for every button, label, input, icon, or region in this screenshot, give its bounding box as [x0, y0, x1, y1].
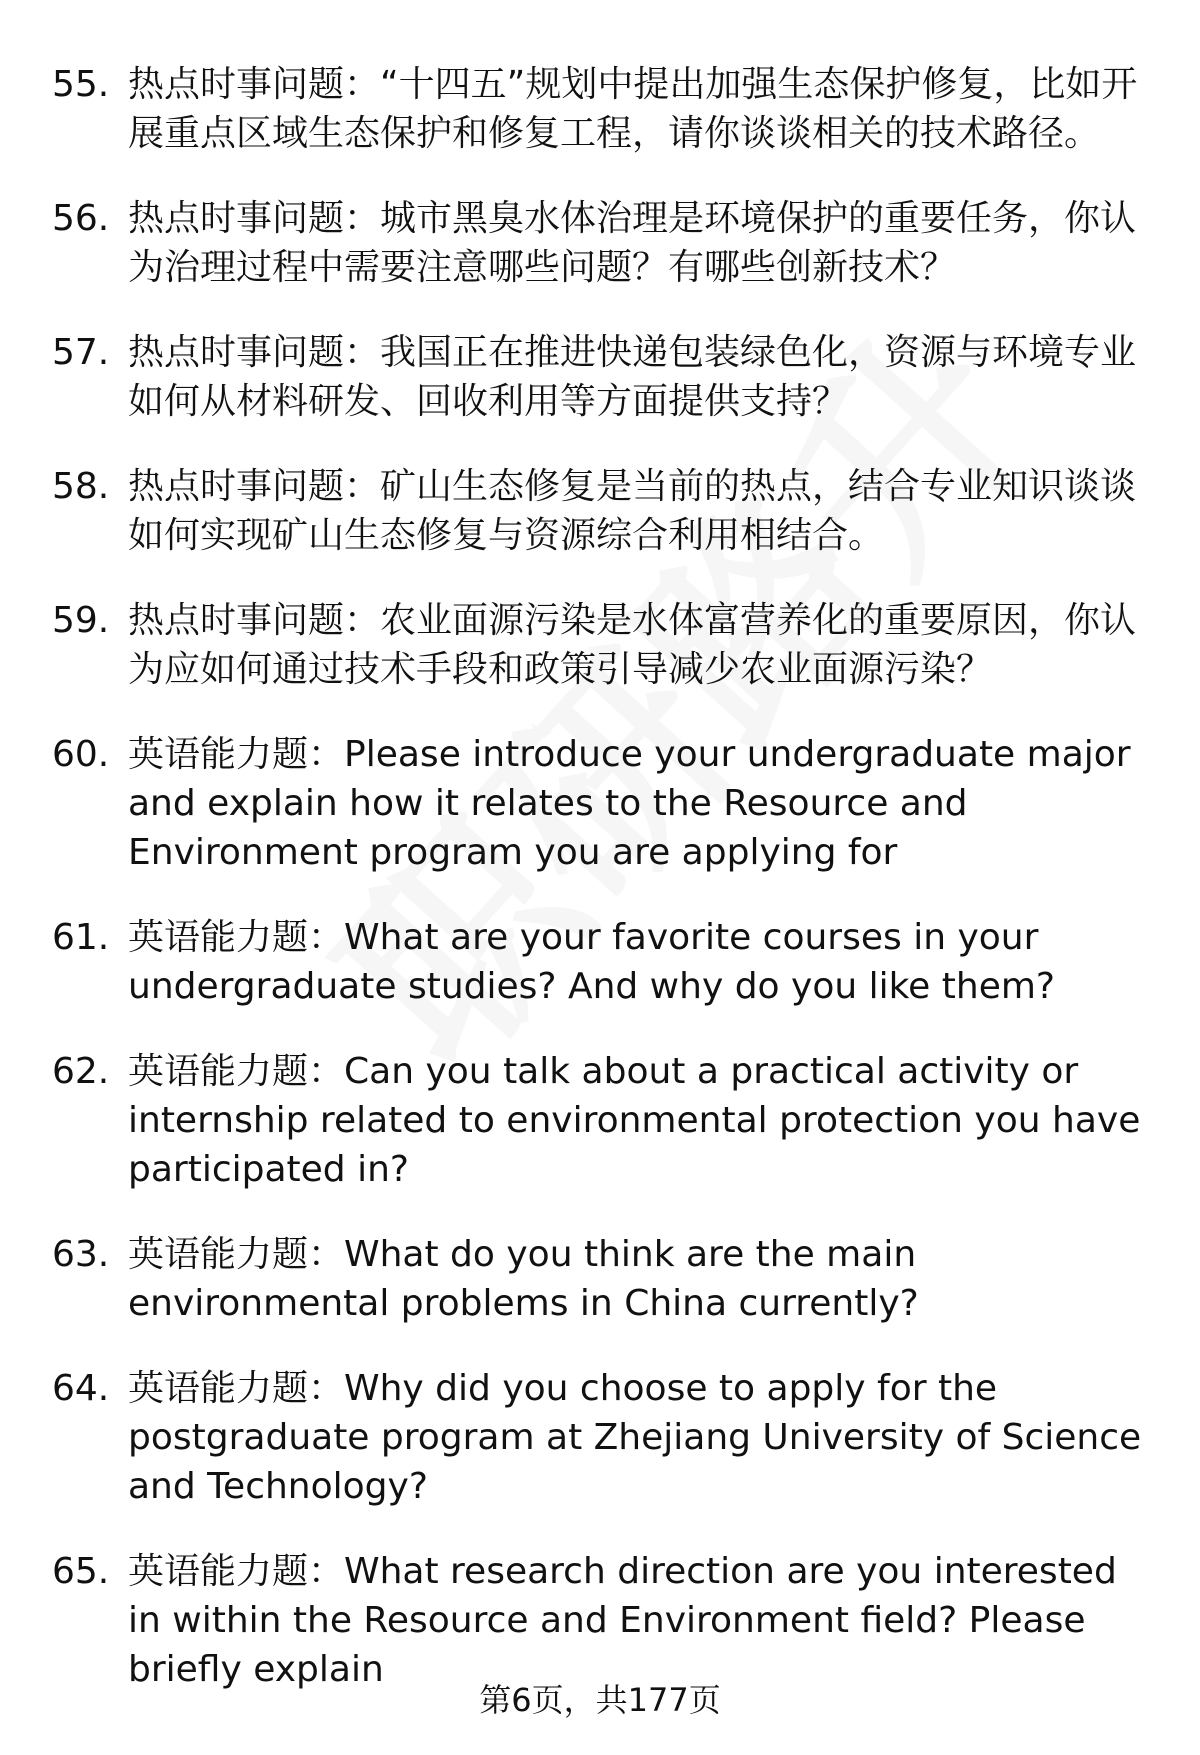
question-number: 57.	[52, 332, 110, 373]
question-item	[0, 730, 1200, 877]
question-list	[0, 60, 1200, 1730]
question-number: 56.	[52, 198, 110, 239]
question-text: What are your favorite courses in your undergraduate studies? And why do you like them?	[128, 917, 1056, 1007]
question-number: 64.	[52, 1368, 110, 1409]
question-item	[0, 462, 1200, 560]
question-item	[0, 194, 1200, 292]
question-text: Can you talk about a practical activity or internship related to environmental protection you have participated in?	[128, 1051, 1141, 1190]
question-category: 英语能力题：	[128, 1551, 345, 1592]
question-number: 59.	[52, 600, 110, 641]
question-item	[0, 1364, 1200, 1511]
question-item	[0, 328, 1200, 426]
question-text: Please introduce your undergraduate major and explain how it relates to the Resource and Environment program you are applying for	[128, 734, 1131, 873]
question-text: “十四五”规划中提出加强生态保护修复，比如开展重点区域生态保护和修复工程，请你谈谈相关的技术路径。	[128, 64, 1138, 154]
question-category: 热点时事问题：	[128, 64, 381, 105]
question-number: 55.	[52, 64, 110, 105]
question-item	[0, 1547, 1200, 1694]
question-number: 65.	[52, 1551, 110, 1592]
question-item	[0, 60, 1200, 158]
question-number: 60.	[52, 734, 110, 775]
question-text: What do you think are the main environmental problems in China currently?	[128, 1234, 919, 1324]
question-category: 英语能力题：	[128, 1051, 345, 1092]
question-number: 63.	[52, 1234, 110, 1275]
page-indicator: 第6页，共177页	[479, 1681, 721, 1719]
question-item	[0, 596, 1200, 694]
question-item	[0, 1047, 1200, 1194]
question-category: 热点时事问题：	[128, 198, 381, 239]
question-category: 英语能力题：	[128, 734, 345, 775]
question-category: 热点时事问题：	[128, 600, 381, 641]
question-number: 58.	[52, 466, 110, 507]
question-category: 热点时事问题：	[128, 466, 381, 507]
question-category: 热点时事问题：	[128, 332, 381, 373]
question-text: Why did you choose to apply for the postgraduate program at Zhejiang University of Science and Technology?	[128, 1368, 1142, 1507]
question-category: 英语能力题：	[128, 917, 345, 958]
question-item	[0, 913, 1200, 1011]
question-number: 62.	[52, 1051, 110, 1092]
question-text: What research direction are you interested in within the Resource and Environment field? Please briefly explain	[128, 1551, 1117, 1690]
question-text: 城市黑臭水体治理是环境保护的重要任务，你认为治理过程中需要注意哪些问题？有哪些创新技术？	[128, 198, 1137, 288]
question-category: 英语能力题：	[128, 1368, 345, 1409]
question-category: 英语能力题：	[128, 1234, 345, 1275]
question-text: 农业面源污染是水体富营养化的重要原因，你认为应如何通过技术手段和政策引导减少农业面源污染？	[128, 600, 1137, 690]
question-text: 矿山生态修复是当前的热点，结合专业知识谈谈如何实现矿山生态修复与资源综合利用相结合。	[128, 466, 1137, 556]
question-number: 61.	[52, 917, 110, 958]
question-text: 我国正在推进快递包装绿色化，资源与环境专业如何从材料研发、回收利用等方面提供支持？	[128, 332, 1137, 422]
question-item	[0, 1230, 1200, 1328]
